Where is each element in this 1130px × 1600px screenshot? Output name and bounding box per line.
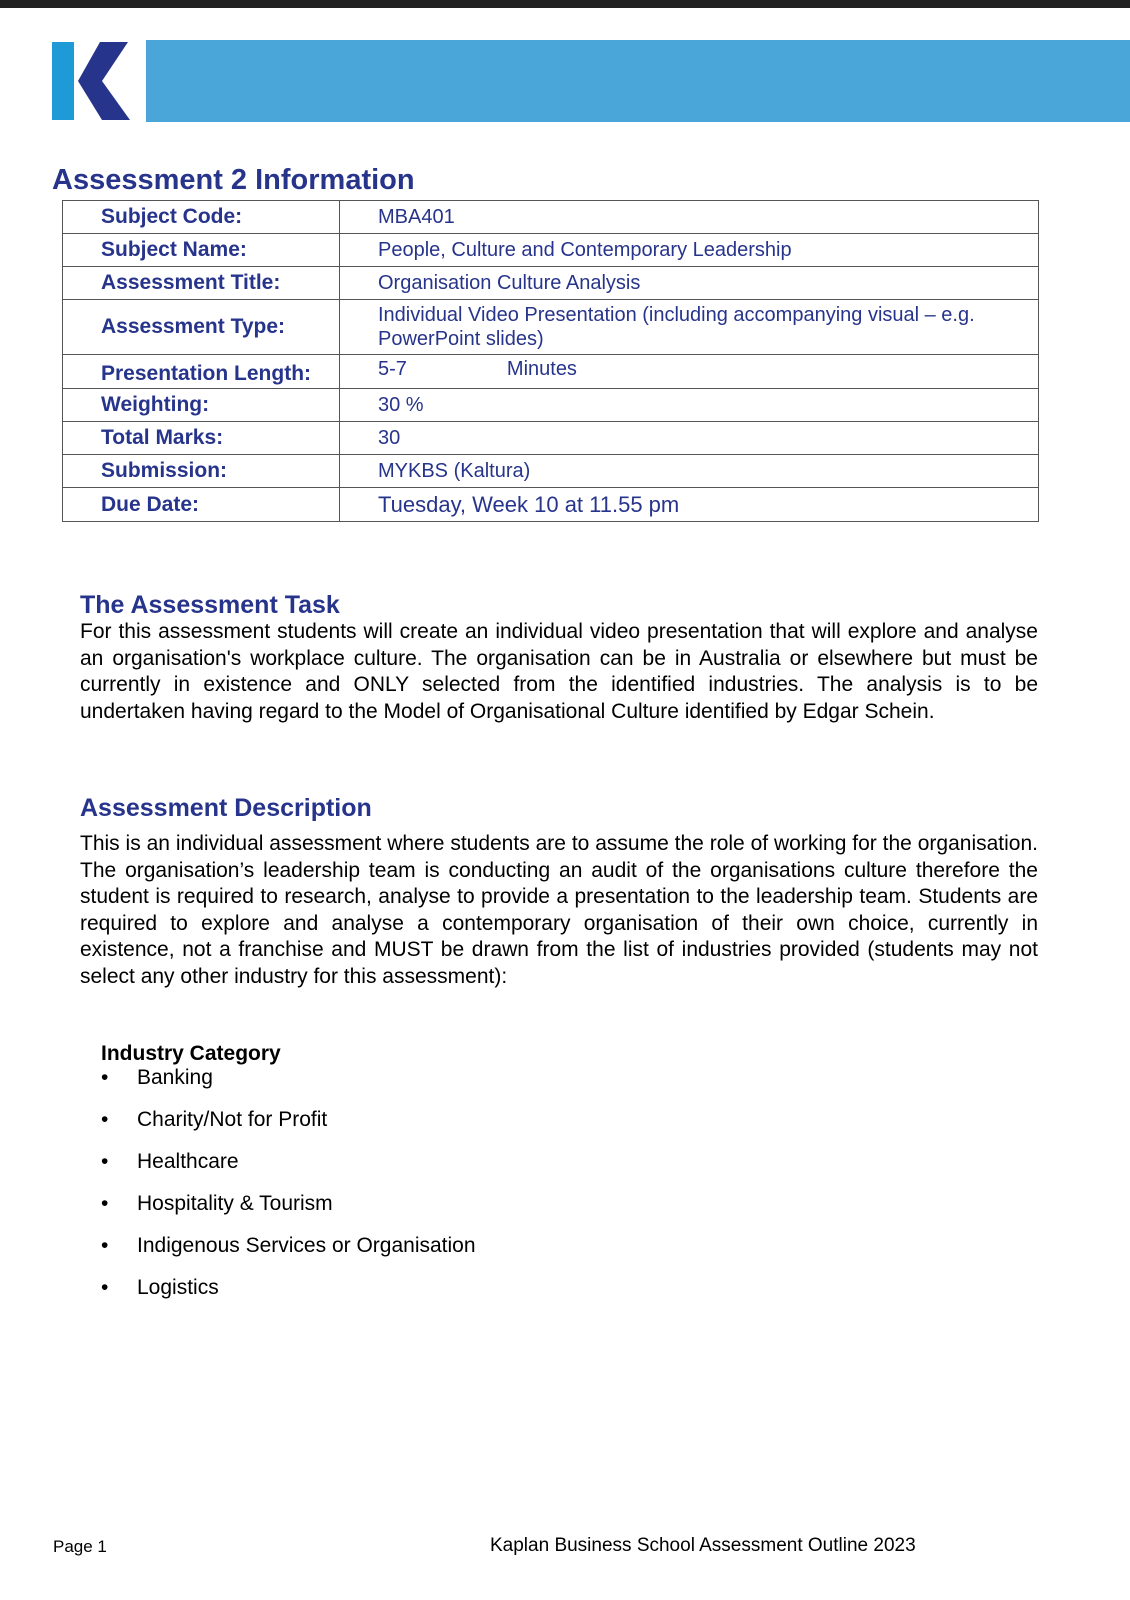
label-total-marks: Total Marks: xyxy=(63,422,340,455)
list-item xyxy=(101,1108,476,1150)
label-weighting: Weighting: xyxy=(63,389,340,422)
row-submission xyxy=(63,455,1039,488)
list-item xyxy=(101,1234,476,1276)
value-subject-name: People, Culture and Contemporary Leadership xyxy=(340,234,1039,267)
header-banner xyxy=(146,40,1130,122)
label-presentation-length: Presentation Length: xyxy=(63,355,340,389)
value-weighting: 30 % xyxy=(340,389,1039,422)
assessment-info-table xyxy=(62,200,1039,522)
industry-category-heading: Industry Category xyxy=(101,1042,281,1065)
footer-page-number: Page 1 xyxy=(53,1537,107,1556)
label-assessment-type: Assessment Type: xyxy=(63,300,340,355)
value-subject-code: MBA401 xyxy=(340,201,1039,234)
industry-label: Hospitality & Tourism xyxy=(137,1192,333,1215)
bullet-icon: • xyxy=(101,1150,109,1173)
industry-list xyxy=(101,1066,476,1318)
top-edge-strip xyxy=(0,0,1130,8)
value-submission: MYKBS (Kaltura) xyxy=(340,455,1039,488)
list-item xyxy=(101,1150,476,1192)
value-total-marks: 30 xyxy=(340,422,1039,455)
assessment-description-heading: Assessment Description xyxy=(80,794,372,822)
row-assessment-title xyxy=(63,267,1039,300)
document-title: Assessment 2 Information xyxy=(52,164,415,196)
list-item xyxy=(101,1276,476,1318)
presentation-length-number: 5-7 xyxy=(378,358,407,380)
bullet-icon: • xyxy=(101,1276,109,1299)
bullet-icon: • xyxy=(101,1066,109,1089)
row-subject-code xyxy=(63,201,1039,234)
label-subject-code: Subject Code: xyxy=(63,201,340,234)
value-due-date: Tuesday, Week 10 at 11.55 pm xyxy=(340,488,1039,522)
industry-label: Banking xyxy=(137,1066,213,1089)
value-assessment-title: Organisation Culture Analysis xyxy=(340,267,1039,300)
bullet-icon: • xyxy=(101,1192,109,1215)
label-subject-name: Subject Name: xyxy=(63,234,340,267)
row-assessment-type xyxy=(63,300,1039,355)
label-submission: Submission: xyxy=(63,455,340,488)
bullet-icon: • xyxy=(101,1234,109,1257)
assessment-task-body: For this assessment students will create an individual video presentation that will explore and analyse an organisation's workplace culture. The organisation can be in Australia or elsewhere but must be currently in existence and ONLY selected from the identified industries. The analysis is to be undertaken having regard to the Model of Organisational Culture identified by Edgar Schein. xyxy=(80,620,1038,723)
row-total-marks xyxy=(63,422,1039,455)
footer-outline-title: Kaplan Business School Assessment Outline 2023 xyxy=(490,1535,916,1556)
industry-label: Healthcare xyxy=(137,1150,239,1173)
row-weighting xyxy=(63,389,1039,422)
industry-label: Logistics xyxy=(137,1276,219,1299)
assessment-description-body: This is an individual assessment where students are to assume the role of working for the organisation. The organisation’s leadership team is conducting an audit of the organisations culture therefore the student is required to research, analyse to provide a presentation to the leadership team. Students are required to explore and analyse a contemporary organisation of their own choice, currently in existence, not a franchise and MUST be drawn from the list of industries provided (students may not select any other industry for this assessment): xyxy=(80,832,1038,988)
label-assessment-title: Assessment Title: xyxy=(63,267,340,300)
kaplan-k-logo-icon xyxy=(52,40,134,122)
bullet-icon: • xyxy=(101,1108,109,1131)
industry-label: Indigenous Services or Organisation xyxy=(137,1234,476,1257)
label-due-date: Due Date: xyxy=(63,488,340,522)
value-assessment-type: Individual Video Presentation (including accompanying visual – e.g. PowerPoint slides) xyxy=(340,300,1039,355)
list-item xyxy=(101,1192,476,1234)
assessment-task-heading: The Assessment Task xyxy=(80,591,340,619)
row-due-date xyxy=(63,488,1039,522)
row-presentation-length xyxy=(63,355,1039,389)
list-item xyxy=(101,1066,476,1108)
value-presentation-length xyxy=(340,355,1039,389)
industry-label: Charity/Not for Profit xyxy=(137,1108,328,1131)
presentation-length-unit: Minutes xyxy=(506,358,577,380)
row-subject-name xyxy=(63,234,1039,267)
